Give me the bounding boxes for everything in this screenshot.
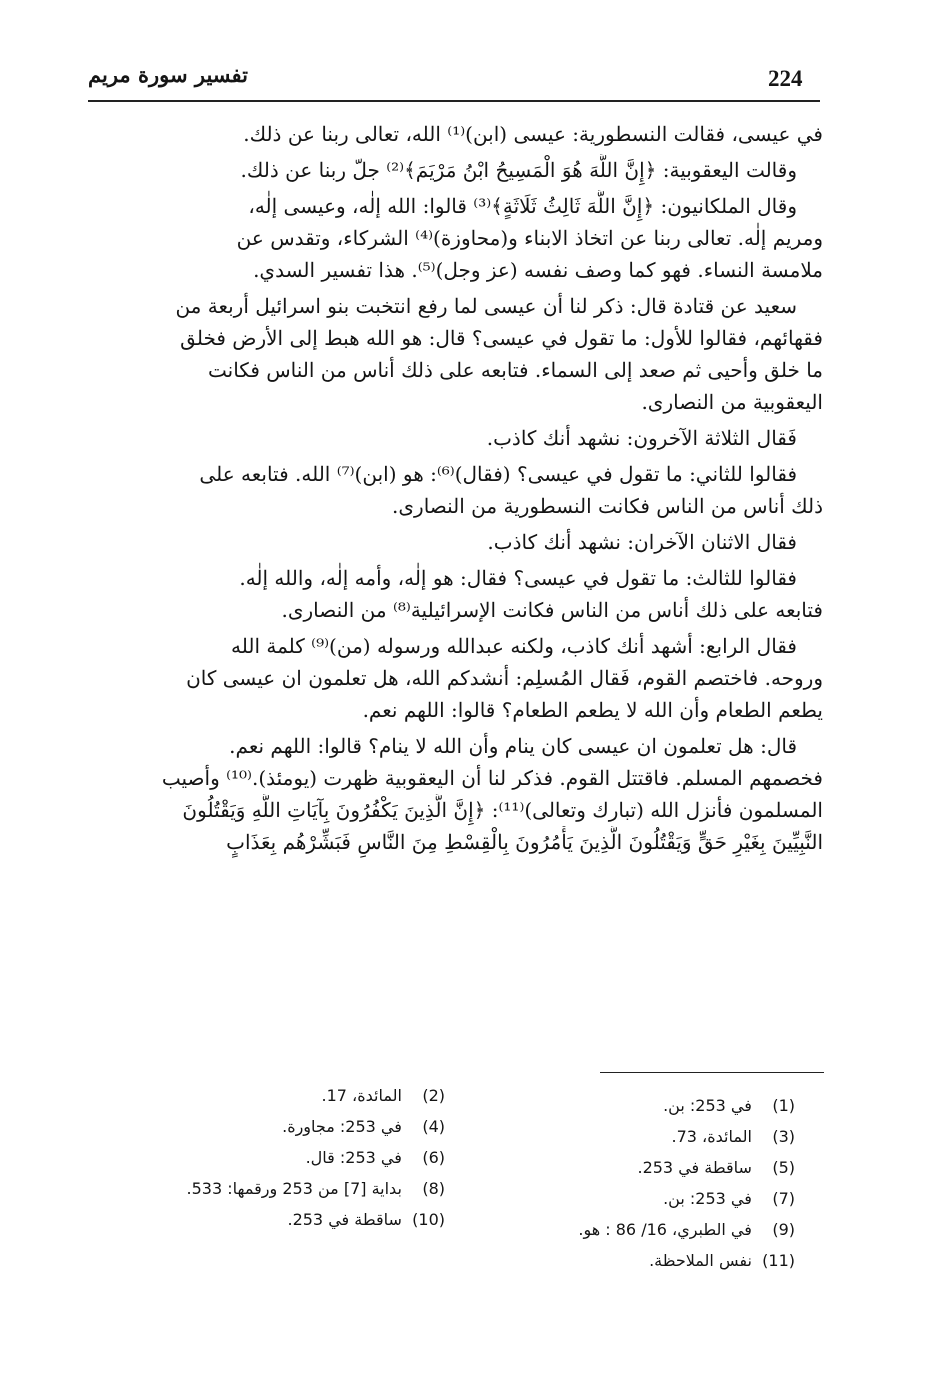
footnote-text: في 253: بن. bbox=[663, 1189, 752, 1208]
footnote-number: (11) bbox=[762, 1251, 795, 1270]
footnote-text: في 253: بن. bbox=[663, 1096, 752, 1115]
paragraph-6 bbox=[85, 458, 823, 522]
text-line: فخصمهم المسلم. فاقتتل القوم. فذكر لنا أن اليعقوبية ظهرت (يومئذ).⁽¹⁰⁾ وأصيب bbox=[161, 766, 823, 790]
footnote-text: المائدة، 73. bbox=[671, 1127, 752, 1146]
paragraph-1 bbox=[85, 118, 823, 150]
paragraph-10 bbox=[85, 730, 823, 858]
footnote-text: في 253: قال. bbox=[305, 1148, 402, 1167]
footnote-text: ساقطة في 253. bbox=[287, 1210, 402, 1229]
footnote-number: (8) bbox=[422, 1179, 445, 1198]
paragraph-8 bbox=[85, 562, 823, 626]
paragraph-2 bbox=[85, 154, 823, 186]
footnote-number: (4) bbox=[422, 1117, 445, 1136]
footnote-number: (1) bbox=[772, 1096, 795, 1115]
footnote-number: (6) bbox=[422, 1148, 445, 1167]
footnote-number: (9) bbox=[772, 1220, 795, 1239]
footnote-text: في 253: مجاورة. bbox=[282, 1117, 402, 1136]
footnote-text: نفس الملاحظة. bbox=[649, 1251, 752, 1270]
text-line: ما خلق وأحيى ثم صعد إلى السماء. فتابعه على ذلك أناس من الناس فكانت bbox=[207, 358, 823, 382]
footnote-text: في الطبري، 16/ 86 : هو. bbox=[578, 1220, 752, 1239]
text-line: ملامسة النساء. فهو كما وصف نفسه (عز وجل)⁽⁵⁾. هذا تفسير السدي. bbox=[253, 258, 823, 282]
footnote bbox=[480, 1214, 795, 1245]
footnote bbox=[110, 1173, 445, 1204]
footnotes-left-column bbox=[110, 1080, 445, 1235]
text-line: وقال الملكانيون: ﴿إِنَّ اللَّهَ ثَالِثُ ثَلَاثَةٍ﴾⁽³⁾ قالوا: الله إلٰه، وعيسى إلٰه، bbox=[248, 194, 797, 218]
paragraph-3 bbox=[85, 190, 823, 286]
footnote bbox=[110, 1111, 445, 1142]
text-line: ذلك أناس من الناس فكانت النسطورية من النصارى. bbox=[392, 494, 823, 518]
page-number: 224 bbox=[768, 66, 803, 91]
footnotes-right-column bbox=[480, 1090, 795, 1276]
footnote bbox=[480, 1183, 795, 1214]
paragraph-7 bbox=[85, 526, 823, 558]
body-text bbox=[85, 118, 823, 862]
text-line: فقهائهم، فقالوا للأول: ما تقول في عيسى؟ قال: هو الله هبط إلى الأرض فخلق bbox=[180, 326, 823, 350]
footnote-text: المائدة، 17. bbox=[321, 1086, 402, 1105]
text-line: سعيد عن قتادة قال: ذكر لنا أن عيسى لما رفع انتخبت بنو اسرائيل أربعة من bbox=[175, 294, 797, 318]
footnote bbox=[480, 1121, 795, 1152]
footnote-number: (7) bbox=[772, 1189, 795, 1208]
page-header bbox=[88, 62, 820, 102]
text-line: في عيسى، فقالت النسطورية: عيسى (ابن)⁽¹⁾ الله، تعالى ربنا عن ذلك. bbox=[243, 122, 823, 146]
footnote-text: ساقطة في 253. bbox=[637, 1158, 752, 1177]
footnote bbox=[480, 1245, 795, 1276]
footnote bbox=[480, 1152, 795, 1183]
text-line: المسلمون فأنزل الله (تبارك وتعالى)⁽¹¹⁾: ﴿إِنَّ الَّذِينَ يَكْفُرُونَ بِآيَاتِ اللَّهِ وَيَقْتُلُونَ bbox=[182, 798, 823, 822]
footnote-text: بداية [7] من 253 ورقمها: 533. bbox=[186, 1179, 402, 1198]
footnote-number: (5) bbox=[772, 1158, 795, 1177]
paragraph-4 bbox=[85, 290, 823, 418]
footnote-number: (10) bbox=[412, 1210, 445, 1229]
footnote-number: (3) bbox=[772, 1127, 795, 1146]
footnote bbox=[110, 1080, 445, 1111]
text-line: يطعم الطعام وأن الله لا يطعم الطعام؟ قالوا: اللهم نعم. bbox=[362, 698, 823, 722]
text-line: فتابعه على ذلك أناس من الناس فكانت الإسرائيلية⁽⁸⁾ من النصارى. bbox=[281, 598, 823, 622]
text-line: النَّبِيِّينَ بِغَيْرِ حَقٍّ وَيَقْتُلُونَ الَّذِينَ يَأْمُرُونَ بِالْقِسْطِ مِنَ النَّاسِ فَبَشِّرْهُم بِعَذَابٍ bbox=[226, 830, 823, 854]
text-line: وروحه. فاختصم القوم، فَقال المُسلِم: أنشدكم الله، هل تعلمون ان عيسى كان bbox=[186, 666, 823, 690]
text-line: اليعقوبية من النصارى. bbox=[641, 390, 823, 414]
text-line: وقالت اليعقوبية: ﴿إِنَّ اللَّهَ هُوَ الْمَسِيحُ ابْنُ مَرْيَمَ﴾⁽²⁾ جلّ ربنا عن ذلك. bbox=[240, 158, 797, 182]
footnote-number: (2) bbox=[422, 1086, 445, 1105]
text-line: فَقال الثلاثة الآخرون: نشهد أنك كاذب. bbox=[486, 426, 797, 450]
running-title: تفسير سورة مريم bbox=[88, 62, 248, 87]
text-line: فقالوا للثاني: ما تقول في عيسى؟ (فقال)⁽⁶⁾: هو (ابن)⁽⁷⁾ الله. فتابعه على bbox=[199, 462, 797, 486]
footnote bbox=[480, 1090, 795, 1121]
footnote-rule bbox=[600, 1072, 824, 1073]
footnote bbox=[110, 1142, 445, 1173]
text-line: ومريم إلٰه. تعالى ربنا عن اتخاذ الابناء و(محاوزة)⁽⁴⁾ الشركاء، وتقدس عن bbox=[236, 226, 823, 250]
text-line: فقال الاثنان الآخران: نشهد أنك كاذب. bbox=[487, 530, 797, 554]
paragraph-5 bbox=[85, 422, 823, 454]
text-line: فقال الرابع: أشهد أنك كاذب، ولكنه عبدالله ورسوله (من)⁽⁹⁾ كلمة الله bbox=[231, 634, 797, 658]
footnote bbox=[110, 1204, 445, 1235]
header-rule bbox=[88, 100, 820, 102]
text-line: فقالوا للثالث: ما تقول في عيسى؟ فقال: هو إلٰه، وأمه إلٰه، والله إلٰه. bbox=[239, 566, 797, 590]
text-line: قال: هل تعلمون ان عيسى كان ينام وأن الله لا ينام؟ قالوا: اللهم نعم. bbox=[229, 734, 797, 758]
paragraph-9 bbox=[85, 630, 823, 726]
